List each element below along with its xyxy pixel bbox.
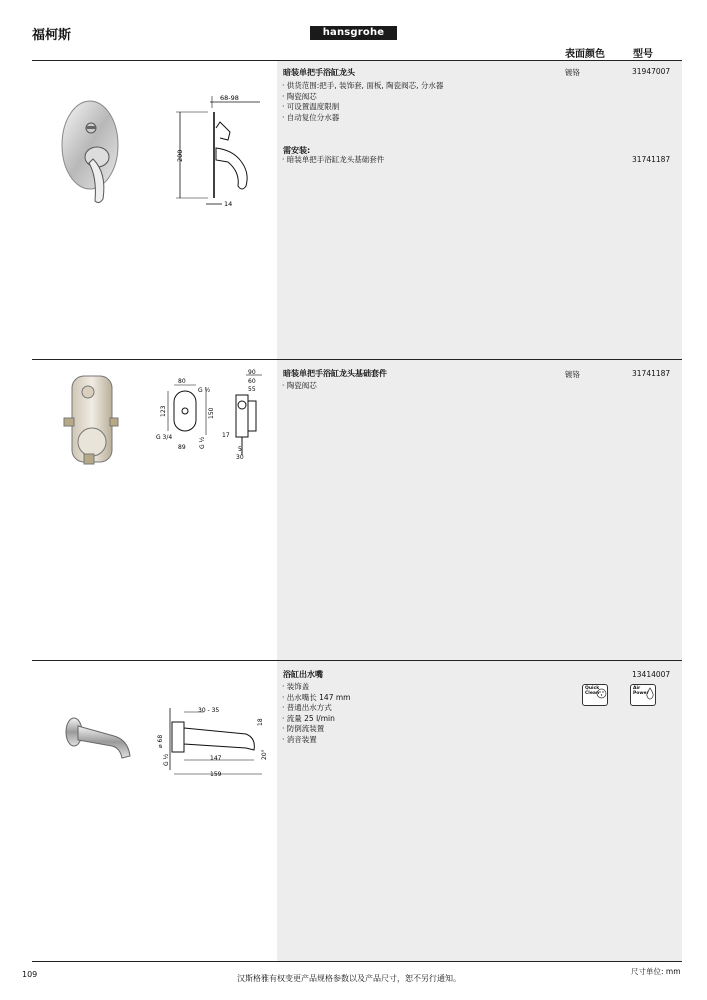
page-number: 109 bbox=[22, 970, 38, 979]
dim-a89: 89 bbox=[178, 444, 186, 451]
dimension-drawing-bath-spout bbox=[150, 700, 275, 785]
dim-height: 200 bbox=[176, 149, 184, 162]
product-image-bath-spout bbox=[58, 710, 138, 770]
dim-range: 30 - 35 bbox=[198, 707, 220, 714]
dim-a30: 30 bbox=[236, 454, 244, 461]
product-info-panel bbox=[277, 360, 682, 660]
dim-a5: 5 bbox=[238, 446, 242, 453]
product-image-mixer-trim bbox=[55, 95, 125, 210]
dim-g12: G ½ bbox=[163, 753, 170, 766]
feature-item: · 陶瓷阀芯 bbox=[282, 381, 317, 390]
feature-item: · 普通出水方式 bbox=[282, 703, 332, 712]
dim-g12a: G ½ bbox=[198, 387, 211, 394]
feature-item: · 消音装置 bbox=[282, 734, 317, 744]
product-finish: 镀铬 bbox=[565, 370, 580, 379]
dimension-unit-note: 尺寸单位: mm bbox=[631, 967, 681, 976]
dim-d68: ⌀ 68 bbox=[157, 734, 164, 748]
dim-width: 68-98 bbox=[220, 94, 239, 102]
dim-a150: 150 bbox=[208, 407, 215, 419]
footer-disclaimer: 汉斯格雅有权变更产品规格参数以及产品尺寸，恕不另行通知。 bbox=[237, 974, 461, 983]
product-title: 浴缸出水嘴 bbox=[283, 670, 323, 679]
product-model: 13414007 bbox=[632, 670, 671, 679]
feature-item: · 自动复位分水器 bbox=[282, 112, 340, 122]
hansgrohe-logo: hansgrohe bbox=[310, 26, 397, 40]
dim-a80: 80 bbox=[178, 378, 186, 385]
column-header-model: 型号 bbox=[633, 49, 653, 60]
dim-a20: 20° bbox=[261, 749, 268, 760]
product-image-basic-set bbox=[58, 372, 123, 467]
feature-item: · 防倒流装置 bbox=[282, 724, 325, 733]
column-header-finish: 表面颜色 bbox=[565, 49, 605, 60]
dim-h18: 18 bbox=[257, 718, 264, 726]
brand-title: 福柯斯 bbox=[32, 28, 72, 43]
required-item: · 暗装单把手浴缸龙头基础套件 bbox=[282, 155, 385, 164]
feature-item: · 流量 25 l/min bbox=[282, 713, 335, 723]
dim-a123: 123 bbox=[160, 405, 167, 417]
product-features bbox=[282, 381, 317, 392]
product-finish: 镀铬 bbox=[565, 68, 580, 77]
dim-a90: 90 bbox=[248, 369, 256, 376]
required-label: 需安装: bbox=[283, 146, 311, 155]
feature-item: · 可设置温度限制 bbox=[282, 102, 340, 111]
feature-item: · 出水嘴长 147 mm bbox=[282, 692, 351, 702]
dim-a60: 60 bbox=[248, 378, 256, 385]
product-model: 31741187 bbox=[632, 369, 671, 378]
product-title: 暗装单把手浴缸龙头基础套件 bbox=[283, 369, 387, 378]
row-divider bbox=[32, 961, 682, 962]
dim-g34: G 3/4 bbox=[156, 434, 173, 441]
product-model: 31947007 bbox=[632, 67, 671, 76]
product-title: 暗装单把手浴缸龙头 bbox=[283, 68, 355, 77]
dimension-drawing-basic-set bbox=[150, 365, 275, 465]
dim-depth: 14 bbox=[224, 200, 233, 208]
product-features bbox=[282, 682, 350, 745]
dim-g12b: G ½ bbox=[199, 436, 206, 449]
feature-item: · 供货范围:把手, 装饰套, 面板, 陶瓷阀芯, 分水器 bbox=[282, 81, 444, 90]
air-power-icon: Air Power bbox=[630, 684, 656, 706]
dim-a159: 159 bbox=[210, 771, 222, 778]
product-features bbox=[282, 81, 443, 123]
dim-a147: 147 bbox=[210, 755, 222, 762]
required-model: 31741187 bbox=[632, 155, 671, 164]
dimension-drawing-mixer-trim bbox=[170, 88, 275, 213]
feature-item: · 装饰盖 bbox=[282, 682, 310, 691]
dim-a55: 55 bbox=[248, 386, 256, 393]
feature-item: · 陶瓷阀芯 bbox=[282, 91, 317, 101]
dim-a17: 17 bbox=[222, 432, 230, 439]
quick-clean-icon: Quick Clean bbox=[582, 684, 608, 706]
